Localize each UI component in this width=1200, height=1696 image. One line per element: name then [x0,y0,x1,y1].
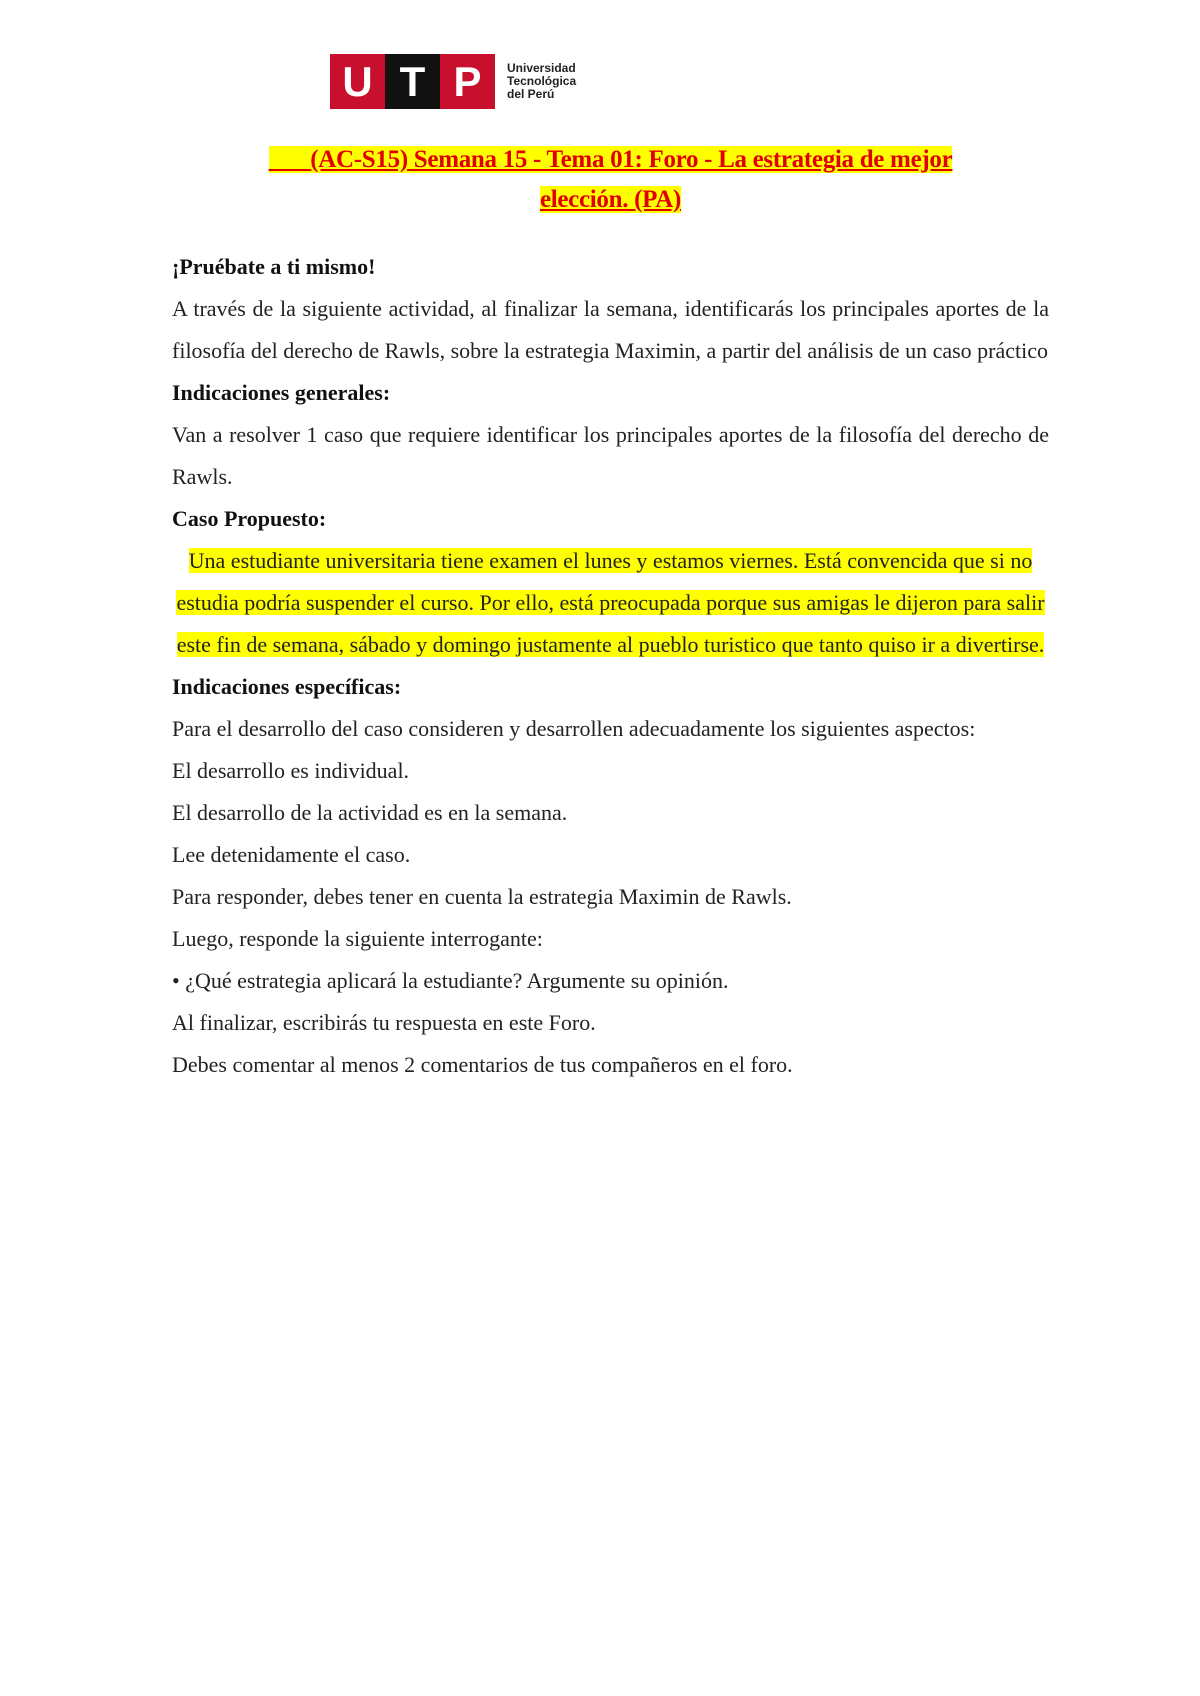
especificas-item: Debes comentar al menos 2 comentarios de tus compañeros en el foro. [172,1052,793,1077]
logo-text [507,62,576,101]
utp-logo [330,54,576,109]
especificas-item: El desarrollo de la actividad es en la semana. [172,800,568,825]
logo-letter-p: P [440,54,495,109]
pruebate-heading: ¡Pruébate a ti mismo! [172,254,376,279]
logo-text-line: del Perú [507,87,555,101]
especificas-item: Para responder, debes tener en cuenta la estrategia Maximin de Rawls. [172,884,792,909]
caso-text-highlight: Una estudiante universitaria tiene examen el lunes y estamos viernes. Está convencida que si no estudia podría suspender el curso. Por ello, está preocupada porque sus amigas le dijeron para salir este fin de semana, sábado y domingo justamente al pueblo turistico que tanto quiso ir a divertirse. [176,548,1045,657]
especificas-item: Luego, responde la siguiente interrogante: [172,926,543,951]
logo-letter-u: U [330,54,385,109]
caso-heading: Caso Propuesto: [172,506,327,531]
especificas-item: Lee detenidamente el caso. [172,842,411,867]
document-title [172,140,1049,220]
especificas-item: Para el desarrollo del caso consideren y desarrollen adecuadamente los siguientes aspectos: [172,716,976,741]
document-body [172,246,1049,1086]
logo-letter-t: T [385,54,440,109]
logo-text-line: Tecnológica [507,74,577,88]
caso-text [172,540,1049,666]
title-line-1: (AC-S15) Semana 15 - Tema 01: Foro - La estrategia de mejor [310,146,953,173]
especificas-item: • ¿Qué estrategia aplicará la estudiante? Argumente su opinión. [172,968,729,993]
pruebate-text: A través de la siguiente actividad, al finalizar la semana, identificarás los principales aportes de la filosofía del derecho de Rawls, sobre la estrategia Maximin, a partir del análisis de un caso práctico [172,296,1049,363]
generales-heading: Indicaciones generales: [172,380,391,405]
generales-text: Van a resolver 1 caso que requiere identificar los principales aportes de la filosofía del derecho de Rawls. [172,422,1049,489]
especificas-item: Al finalizar, escribirás tu respuesta en este Foro. [172,1010,596,1035]
logo-text-line: Universidad [507,61,576,75]
especificas-heading: Indicaciones específicas: [172,674,402,699]
especificas-item: El desarrollo es individual. [172,758,410,783]
title-line-2: elección. (PA) [539,186,682,213]
